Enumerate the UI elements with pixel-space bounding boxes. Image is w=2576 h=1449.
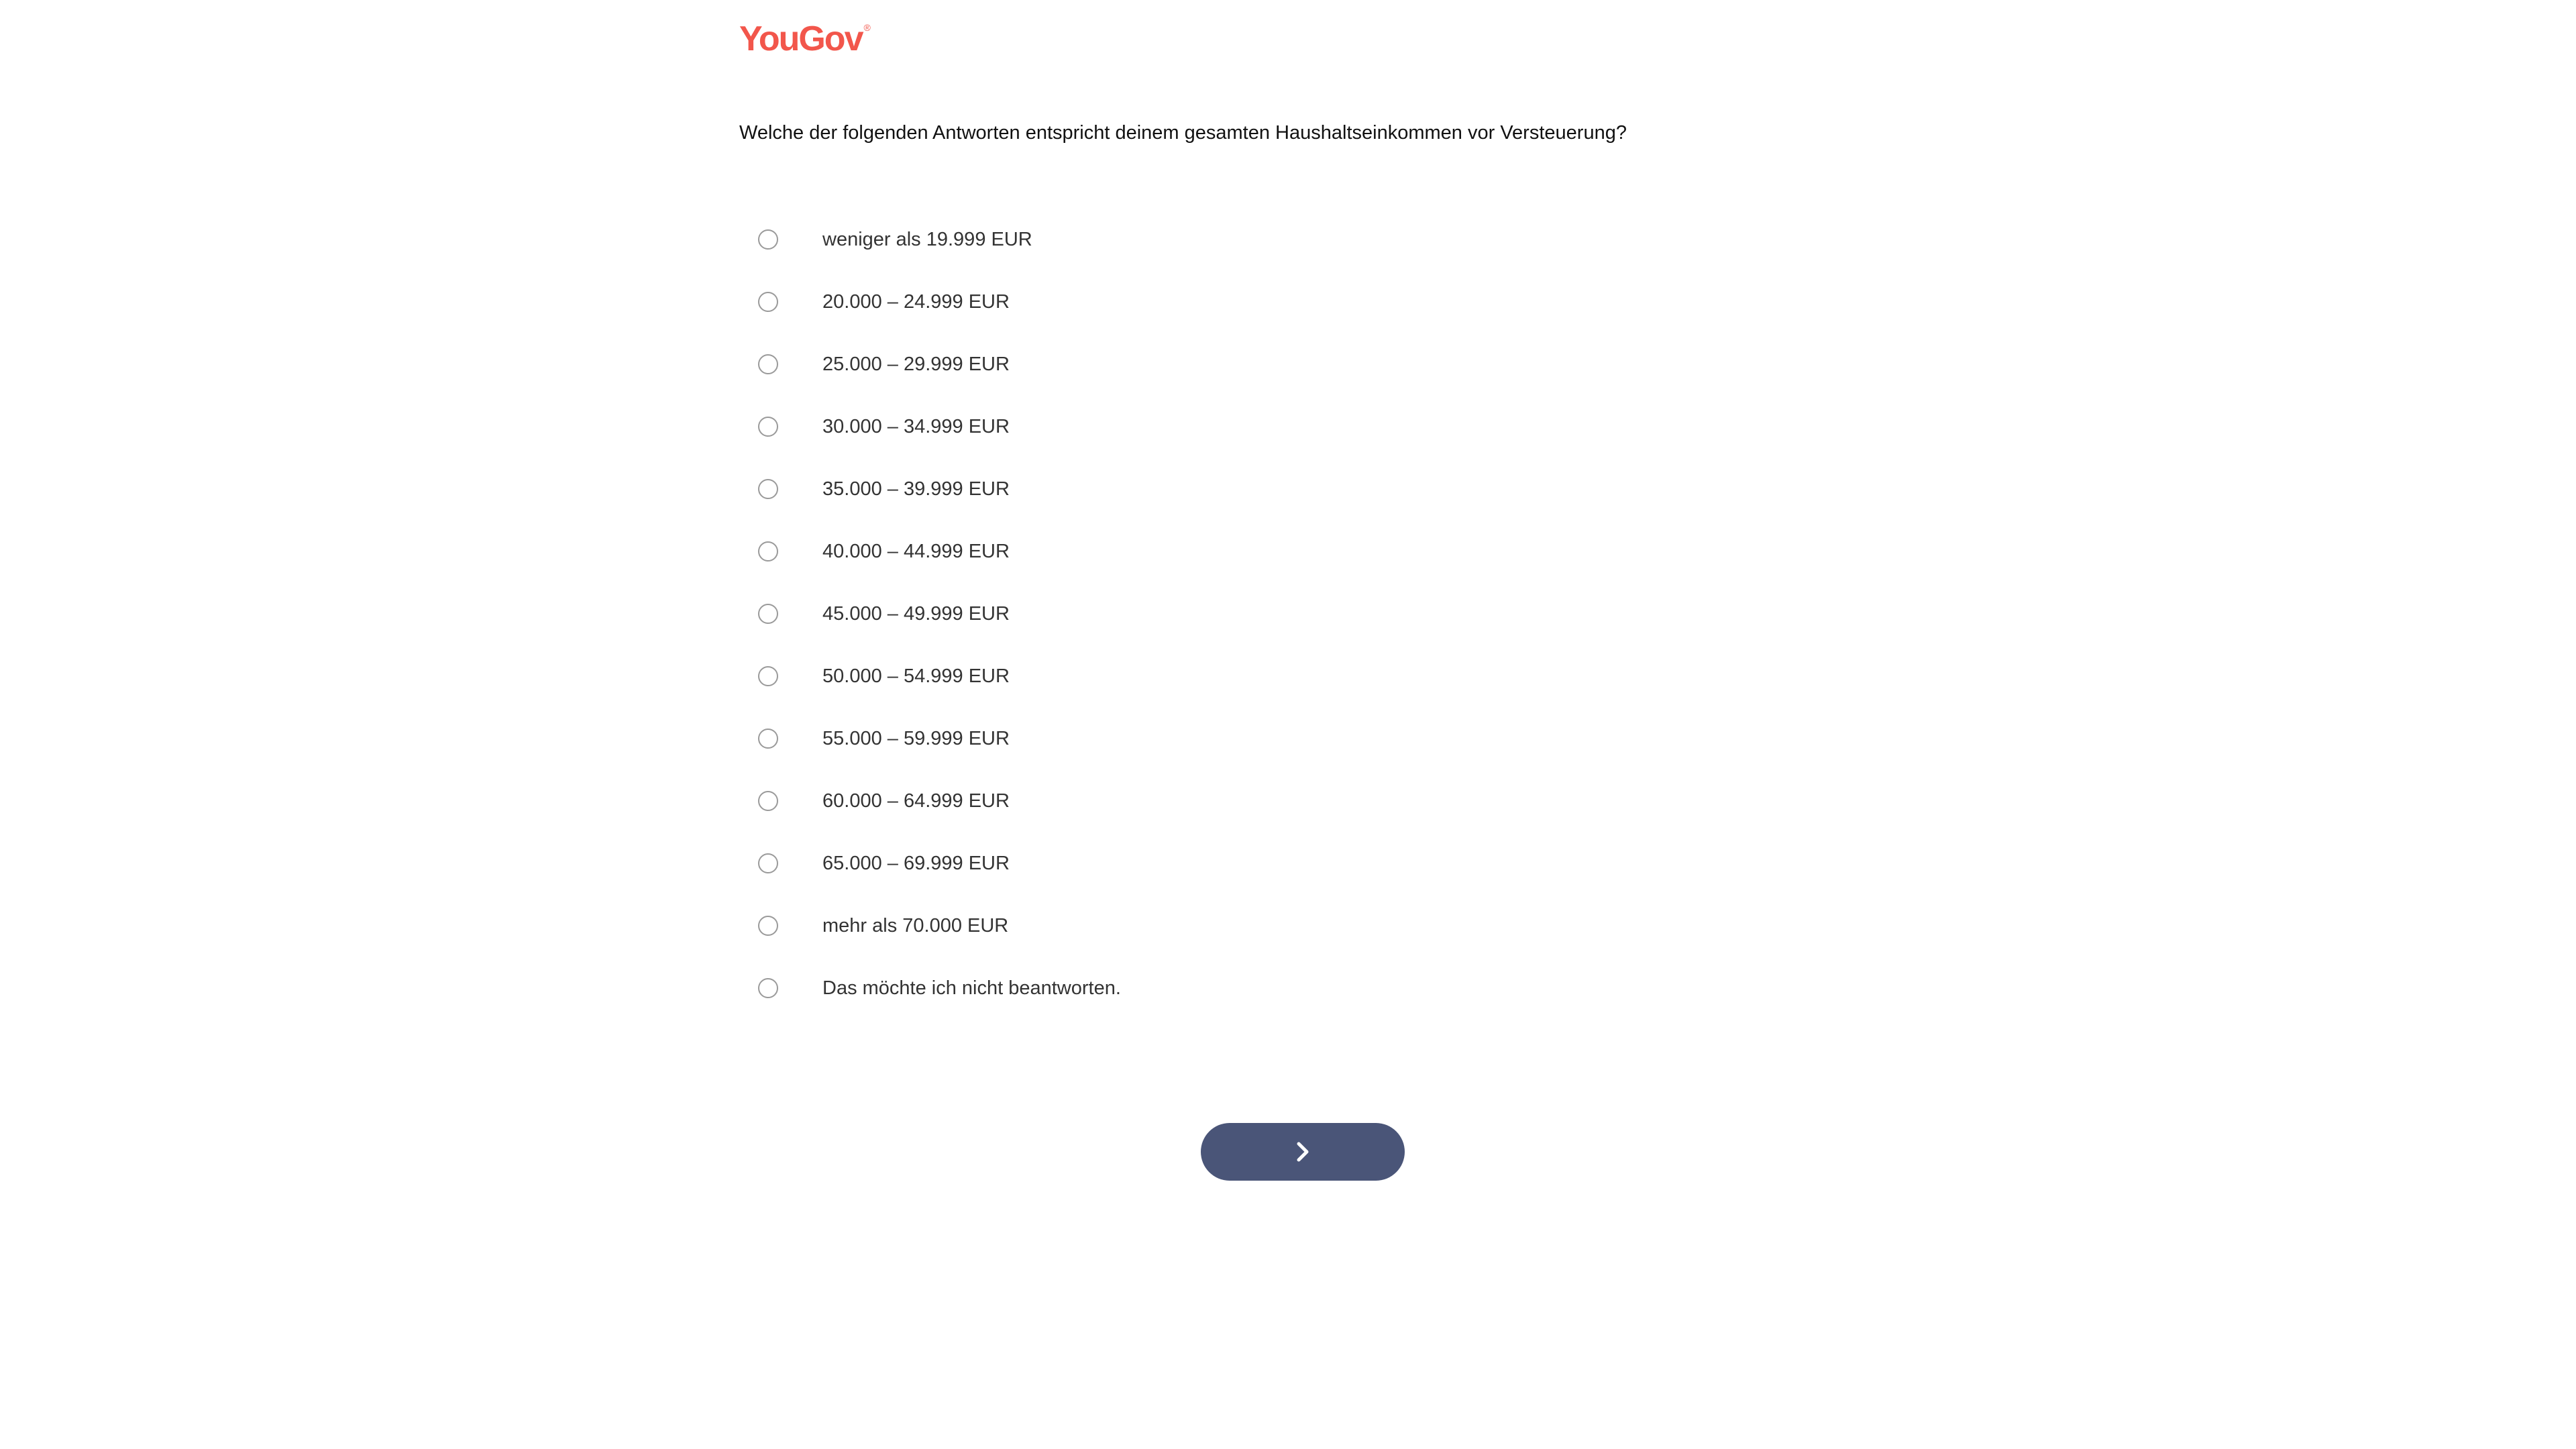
option-label[interactable]: weniger als 19.999 EUR bbox=[822, 228, 1032, 250]
radio-button[interactable] bbox=[758, 916, 778, 936]
option-label[interactable]: 65.000 – 69.999 EUR bbox=[822, 852, 1010, 874]
radio-button[interactable] bbox=[758, 541, 778, 561]
radio-button[interactable] bbox=[758, 978, 778, 998]
option-label[interactable]: Das möchte ich nicht beantworten. bbox=[822, 977, 1121, 999]
logo-text: YouGov bbox=[739, 19, 863, 58]
option-label[interactable]: 35.000 – 39.999 EUR bbox=[822, 478, 1010, 500]
radio-button[interactable] bbox=[758, 791, 778, 811]
option-label[interactable]: 50.000 – 54.999 EUR bbox=[822, 665, 1010, 687]
option-45000-49999[interactable] bbox=[758, 582, 1121, 645]
option-20000-24999[interactable] bbox=[758, 270, 1121, 333]
registered-mark: ® bbox=[863, 22, 871, 33]
option-60000-64999[interactable] bbox=[758, 769, 1121, 832]
chevron-right-icon bbox=[1293, 1140, 1313, 1164]
radio-button[interactable] bbox=[758, 729, 778, 749]
option-under-19999[interactable] bbox=[758, 208, 1121, 270]
answer-options bbox=[758, 208, 1121, 1019]
option-label[interactable]: 60.000 – 64.999 EUR bbox=[822, 790, 1010, 812]
option-label[interactable]: 45.000 – 49.999 EUR bbox=[822, 602, 1010, 625]
radio-button[interactable] bbox=[758, 354, 778, 374]
option-label[interactable]: mehr als 70.000 EUR bbox=[822, 914, 1009, 936]
radio-button[interactable] bbox=[758, 292, 778, 312]
radio-button[interactable] bbox=[758, 853, 778, 873]
radio-button[interactable] bbox=[758, 229, 778, 250]
option-25000-29999[interactable] bbox=[758, 333, 1121, 395]
option-50000-54999[interactable] bbox=[758, 645, 1121, 707]
next-button[interactable] bbox=[1201, 1123, 1405, 1181]
option-over-70000[interactable] bbox=[758, 894, 1121, 957]
option-prefer-not-to-answer[interactable] bbox=[758, 957, 1121, 1019]
yougov-logo bbox=[739, 19, 871, 59]
radio-button[interactable] bbox=[758, 666, 778, 686]
option-40000-44999[interactable] bbox=[758, 520, 1121, 582]
option-label[interactable]: 30.000 – 34.999 EUR bbox=[822, 415, 1010, 437]
radio-button[interactable] bbox=[758, 479, 778, 499]
option-label[interactable]: 25.000 – 29.999 EUR bbox=[822, 353, 1010, 375]
option-label[interactable]: 20.000 – 24.999 EUR bbox=[822, 290, 1010, 313]
question-text: Welche der folgenden Antworten entspricht deinem gesamten Haushaltseinkommen vor Versteuerung? bbox=[739, 122, 1627, 144]
radio-button[interactable] bbox=[758, 417, 778, 437]
option-35000-39999[interactable] bbox=[758, 458, 1121, 520]
option-label[interactable]: 40.000 – 44.999 EUR bbox=[822, 540, 1010, 562]
option-55000-59999[interactable] bbox=[758, 707, 1121, 769]
radio-button[interactable] bbox=[758, 604, 778, 624]
option-30000-34999[interactable] bbox=[758, 395, 1121, 458]
option-65000-69999[interactable] bbox=[758, 832, 1121, 894]
option-label[interactable]: 55.000 – 59.999 EUR bbox=[822, 727, 1010, 749]
